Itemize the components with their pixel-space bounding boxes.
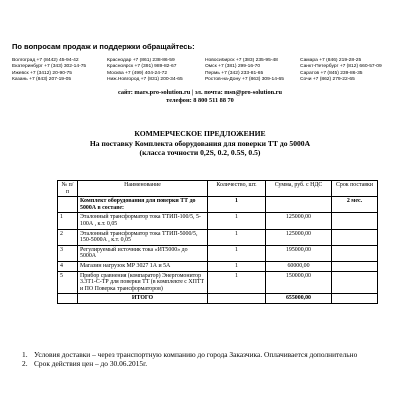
header-name: Наименование [78, 181, 208, 197]
contact-line: Москва +7 (499) 404-24-72 [107, 70, 168, 76]
contact-line: Новосибирск +7 (383) 235-95-48 [205, 58, 278, 63]
contacts-column [205, 58, 300, 83]
contact-line: Пермь +7 (342) 233-81-65 [205, 70, 264, 76]
contacts-column [107, 58, 205, 83]
table-header-row [58, 181, 378, 197]
cell-num: 3 [58, 245, 78, 261]
contact-line: Красноярск +7 (391) 989-82-67 [107, 64, 177, 70]
table-row [58, 213, 378, 229]
header-num: № п/п [58, 181, 78, 197]
cell-name: Эталонный трансформатор тока ТТИП-5000/5, 150-5000А , к.т. 0,05 [78, 229, 208, 245]
cell-num [58, 197, 78, 213]
cell-qty: 1 [208, 261, 266, 271]
contact-line: Екатеринбург +7 (343) 302-14-75 [12, 64, 87, 70]
header-qty: Количество, шт. [208, 181, 266, 197]
contact-line: Саратов +7 (845) 239-86-35 [300, 70, 363, 76]
contact-line: Самара +7 (846) 219-28-25 [300, 58, 362, 63]
cell-num: 4 [58, 261, 78, 271]
cell-term [332, 245, 378, 261]
cell-num: 2 [58, 229, 78, 245]
cell-name: Эталонный трансформатор тока ТТИП-100/5, 5-100А , к.т. 0,05 [78, 213, 208, 229]
cell-num: 1 [58, 213, 78, 229]
header-sum: Сумма, руб. с НДС [266, 181, 332, 197]
total-label: ИТОГО [78, 294, 208, 304]
cell-term: 2 мес. [332, 197, 378, 213]
table-group-row [58, 197, 378, 213]
title-line-1: КОММЕРЧЕСКОЕ ПРЕДЛОЖЕНИЕ [134, 129, 266, 138]
cell-sum [266, 197, 332, 213]
cell-name: Комплект оборудования для поверки ТТ до 5000А в составе: [78, 197, 208, 213]
total-sum: 655000,00 [266, 294, 332, 304]
contacts-grid [12, 58, 390, 83]
contact-line: Ниж.Новгород +7 (831) 200-34-65 [107, 76, 183, 82]
condition-item [22, 359, 382, 368]
table-total-row [58, 294, 378, 304]
cell-qty: 1 [208, 245, 266, 261]
contact-line: Волгоград +7 (8442) 45-94-42 [12, 58, 79, 63]
contacts-column [300, 58, 390, 83]
cell-sum: 195000,00 [266, 245, 332, 261]
phone-line: телефон: 8 800 511 88 70 [166, 97, 234, 104]
contact-line: Ростов-на-Дону +7 (863) 309-14-65 [205, 76, 284, 82]
title-line-3: (класса точности 0,2S, 0.2, 0.5S, 0.5) [139, 148, 261, 157]
cell-sum: 60000,00 [266, 261, 332, 271]
condition-item [22, 350, 382, 359]
cell-qty: 1 [208, 197, 266, 213]
cell-term [332, 271, 378, 294]
contacts-column [12, 58, 107, 83]
contact-line: Омск +7 (381) 299-16-70 [205, 64, 261, 70]
condition-text: Условия доставки – через транспортную компанию до города Заказчика. Оплачивается дополнительно [34, 350, 358, 359]
contact-line: Ижевск +7 (3412) 20-90-75 [12, 70, 73, 76]
cell-name: Прибор сравнения (компаратор) Энергомонитор 3.3Т1-С-ТР для поверки ТТ (в комплекте с ХПТТ и ПО Поверка трансформаторов) [78, 271, 208, 294]
cell-num: 5 [58, 271, 78, 294]
cell-term [332, 294, 378, 304]
cell-qty [208, 294, 266, 304]
cell-sum: 125000,00 [266, 213, 332, 229]
equipment-table [57, 180, 378, 304]
cell-term [332, 213, 378, 229]
table-row [58, 261, 378, 271]
table-row [58, 245, 378, 261]
condition-number: 2. [22, 359, 28, 368]
cell-qty: 1 [208, 213, 266, 229]
contact-line: Краснодар +7 (861) 238-86-59 [107, 58, 175, 63]
cell-term [332, 261, 378, 271]
cell-qty: 1 [208, 271, 266, 294]
cell-num [58, 294, 78, 304]
contact-line: Санкт-Петербург +7 (812) 660-57-09 [300, 64, 382, 70]
contact-line: Сочи +7 (862) 279-22-65 [300, 76, 355, 82]
document-title [0, 129, 400, 158]
cell-qty: 1 [208, 229, 266, 245]
site-email-line: сайт: mars.pro-solution.ru | эл. почта: msn@pro-solution.ru [118, 89, 282, 96]
cell-term [332, 229, 378, 245]
cell-name: Регулируемый источник тока «ИТ5000» до 5000А [78, 245, 208, 261]
contacts-heading: По вопросам продаж и поддержки обращайтесь: [12, 42, 195, 51]
table-row [58, 229, 378, 245]
condition-text: Срок действия цен – до 30.06.2015г. [34, 359, 148, 368]
header-term: Срок поставки [332, 181, 378, 197]
contact-line: Казань +7 (843) 207-19-05 [12, 76, 72, 82]
conditions-list [22, 350, 382, 368]
cell-sum: 125000,00 [266, 229, 332, 245]
condition-number: 1. [22, 350, 28, 359]
table-row [58, 271, 378, 294]
cell-sum: 150000,00 [266, 271, 332, 294]
cell-name: Магазин нагрузок МР 3027 1А и 5А [78, 261, 208, 271]
title-line-2: На поставку Комплекта оборудования для поверки ТТ до 5000А [89, 138, 311, 148]
